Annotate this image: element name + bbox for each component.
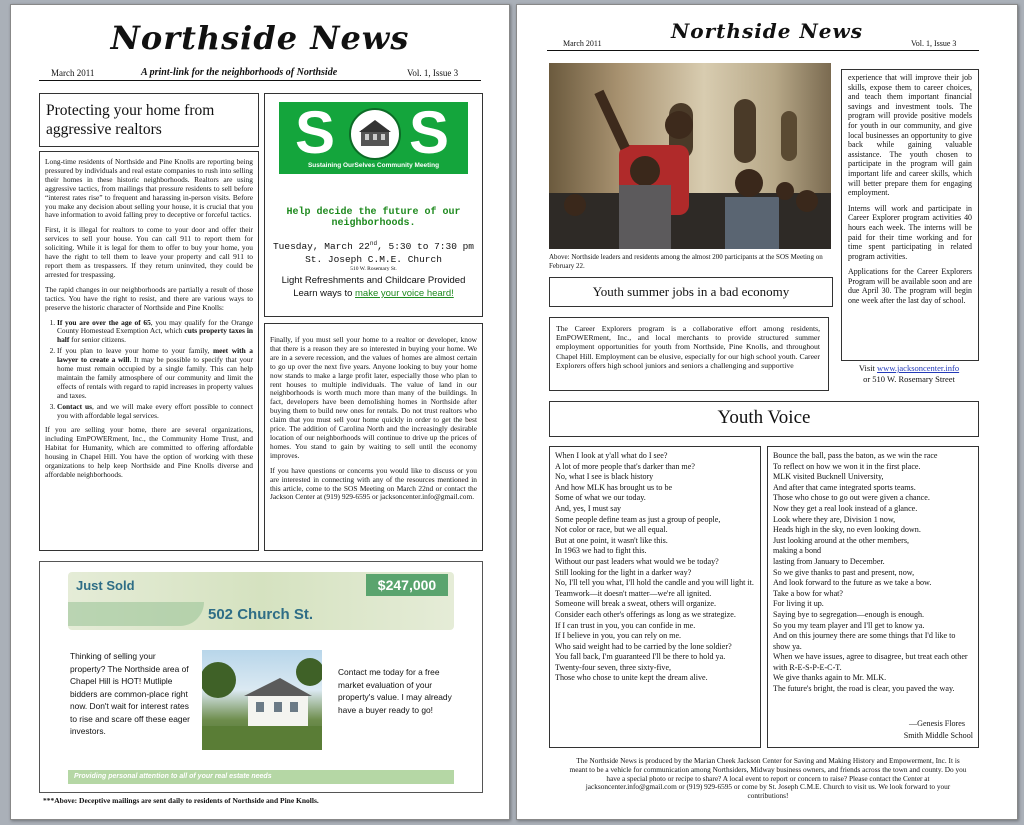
sidebar-paragraph: experience that will improve their job skills, expose them to career choices, and teach them important financial savings and investment tools. The program will provide positive models for youth in our community, and give local businesses an opportunity to give back while gaining valuable assistance. The youth chosen to participate in the program will gain important life and career skills, which will better prepare them for engaging employment.	[848, 73, 972, 198]
article-headline-box	[39, 93, 259, 147]
sos-logo-building-icon	[349, 108, 401, 160]
article-paragraph: Finally, if you must sell your home to a realtor or developer, know that there is a reason they are so interested in buying your home. We are in a severe recession, and the values of homes are almost certain to go up over the next five years. Anyone looking to buy your home now stands to make a large profit later, especially those who plan to rent houses to multiple individuals. The value of land in our neighborhoods is worth much more than many of the buildings. In fact, developers have been demolishing homes in Northside after buying them to build new ones for rentals. Do not trust realtors who claim that you must sell your home quickly in order to get the best price. The addition of Carolina North and the increasingly desirable location of our neighborhoods will continue to drive up the prices of homes. You stand to gain by waiting to sell until the economy improves.	[270, 335, 477, 460]
article-paragraph: Long-time residents of Northside and Pine Knolls are reporting being pressured by individuals and real estate companies to rush into selling their homes in these historic neighborhoods. Realtors are using aggressive tactics, from mailings that pressure residents to sell before “interest rates rise” to frequent and harassing in-person visits. Before you make any decision about selling your house, it is crucial that you have information to avoid falling prey to deceptive or forceful tactics.	[45, 157, 253, 220]
ad-wave-shape	[68, 602, 204, 626]
poem-author: —Genesis Flores	[909, 719, 965, 728]
poem-left-column	[549, 446, 761, 748]
ad-footer-bar: Providing personal attention to all of your real estate needs	[68, 770, 454, 784]
ad-address: 502 Church St.	[208, 606, 314, 623]
visit-line: Visit www.jacksoncenter.info	[858, 363, 960, 373]
sos-date: Tuesday, March 22nd, 5:30 to 7:30 pm	[272, 240, 475, 253]
sos-logo-s-right: S	[409, 99, 450, 166]
ad-right-text: Contact me today for a free market evaluation of your property's value. I may already have a buyer ready to go!	[338, 667, 452, 715]
ad-caption: ***Above: Deceptive mailings are sent daily to residents of Northside and Pine Knolls.	[43, 796, 319, 805]
photo-caption: Above: Northside leaders and residents among the almost 200 participants at the SOS Meeting on February 22.	[549, 253, 823, 270]
sos-meeting-flyer	[264, 93, 483, 317]
page-footer: The Northside News is produced by the Marian Cheek Jackson Center for Saving and Making History and Empowerment, Inc. It is meant to be a vehicle for communication among Northsiders, Midway business owners, and friends across the town and county. Do you have a special photo or recipe to share? A local event to report or concern to raise? Please contact the Center at jacksoncenter.info@gmail.com or (919) 929-6595 or come by St. Joseph C.M.E. Church to visit us. We look forward to your contributions!	[569, 756, 967, 801]
website-link[interactable]: www.jacksoncenter.info	[877, 363, 960, 373]
resistance-list	[45, 319, 253, 421]
sos-logo-s-left: S	[295, 99, 336, 166]
ad-left-text: Thinking of selling your property? The Northside area of Chapel Hill is HOT! Mutliple bidders are common-place right now. Don't wait for interest rates to rise and scare off these eager investors.	[70, 651, 190, 736]
sos-logo	[279, 99, 468, 174]
list-item: 2. If you plan to leave your home to your family, meet with a lawyer to create a will. It may be possible to specify that your home must remain occupied by a single family. This can help maintain the family atmosphere of our community and limit the effects of rentals with regard to rapid increases in property values and taxes.	[57, 347, 253, 400]
ad-price: $247,000	[366, 574, 448, 596]
voice-link[interactable]: make your voice heard!	[355, 288, 454, 299]
sos-logo-subtitle: Sustaining OurSelves Community Meeting	[307, 162, 440, 169]
article-paragraph: If you are selling your home, there are several organizations, including EmPOWERment, Inc., the Community Home Trust, and Habitat for Humanity, which are committed to offering affordable housing in Chapel Hill. You have the option of working with these organizations to help keep Northside and Pine Knolls diverse and affordable neighborhoods.	[45, 425, 253, 479]
jobs-headline: Youth summer jobs in a bad economy	[592, 284, 790, 299]
deceptive-mailing-ad	[39, 561, 483, 793]
masthead-rule	[39, 80, 481, 81]
article-paragraph: The rapid changes in our neighborhoods are partially a result of those tactics. You have the right to resist, and there are various ways to preserve the historic character of Northside and Pine Knolls:	[45, 284, 253, 312]
visit-address: or 510 W. Rosemary Street	[863, 374, 955, 384]
list-item: 3. Contact us, and we will make every effort possible to connect you with affordable legal services.	[57, 403, 253, 421]
sos-refreshments: Light Refreshments and Childcare Provided	[281, 275, 466, 286]
masthead-tagline: A print-link for the neighborhoods of Northside	[141, 67, 338, 78]
sos-address: 510 W. Rosemary St.	[350, 266, 397, 272]
masthead-date: March 2011	[51, 68, 95, 78]
masthead-issue: Vol. 1, Issue 3	[911, 39, 957, 48]
sos-learn: Learn ways to make your voice heard!	[293, 288, 454, 299]
masthead-title: Northside News	[110, 19, 410, 57]
youth-voice-headline: Youth Voice	[717, 407, 811, 428]
poem-right-column	[767, 446, 979, 748]
ad-house-photo	[202, 650, 322, 750]
poem-school: Smith Middle School	[903, 731, 973, 740]
jobs-headline-box	[549, 277, 833, 307]
meeting-photo	[549, 63, 831, 249]
list-item: 1. If you are over the age of 65, you may qualify for the Orange County Homestead Exemption Act, which cuts property taxes in half for senior citizens.	[57, 319, 253, 346]
jobs-body: The Career Explorers program is a collaborative effort among residents, EmPOWERment, Inc., and local merchants to provide structured summer employment opportunities for youth from Northside, Pine Knolls, and throughout Chapel Hill. Employment can be elusive, especially for our high school youth. Career Explorers offers high school juniors and seniors a challenging and supportive	[556, 324, 820, 370]
poem-right: Bounce the ball, pass the baton, as we win the race To reflect on how we won it in the first place. MLK visited Bucknell University, And after that came integrated sports teams. Those who chose to go out were given a chance. Now they get a real look instead of a glance. Look where they are, Division 1 now, Heads high in the sky, no even looking down. Just looking around at the other members, making a bond lasting from January to December. So we give thanks to past and present, now, And look forward to the future as we take a bow. Take a bow for what? For living it up. Saying bye to segregation—enough is enough. So you my team player and I'll get to know ya. And on this journey there are some things that I'd like to show ya. When we have issues, agree to disagree, but treat each other with R-E-S-P-E-C-T. We give thanks again to Mr. MLK. The future's bright, the road is clear, you paved the way.	[773, 451, 968, 694]
masthead-date: March 2011	[563, 39, 602, 48]
jobs-article	[549, 317, 829, 391]
masthead-rule	[547, 50, 979, 51]
sidebar-paragraph: Applications for the Career Explorers Program will be available soon and are due April 30. The program will begin one week after the last day of school.	[848, 267, 972, 306]
masthead-issue: Vol. 1, Issue 3	[407, 68, 459, 78]
sos-tagline: Help decide the future of our neighborhoods.	[286, 207, 461, 229]
page-right	[516, 4, 1018, 820]
article-column-1	[39, 151, 259, 551]
article-paragraph: If you have questions or concerns you would like to discuss or you are interested in connecting with any of the resources mentioned in this article, come to the SOS Meeting on March 22nd or contact the Jackson Center at (919) 929-6595 or jacksoncenter.info@gmail.com.	[270, 465, 477, 502]
article-headline: Protecting your home from aggressive realtors	[46, 102, 215, 138]
masthead-title: Northside News	[671, 19, 863, 43]
youth-voice-headline-box	[549, 401, 979, 437]
ad-header	[68, 572, 454, 630]
ad-just-sold: Just Sold	[76, 578, 135, 593]
sos-venue: St. Joseph C.M.E. Church	[305, 254, 442, 265]
sidebar-paragraph: Interns will work and participate in Career Explorer program activities 40 hours each week. The interns will be paid for their time working and for time spent participating in related program activities.	[848, 203, 972, 261]
poem-left: When I look at y'all what do I see? A lot of more people that's darker than me? No, what I see is black history And how MLK has brought us to be Some of what we our today. And, yes, I must say Some people define team as just a group of people, Not color or race, but we all equal. But at one point, it wasn't like this. In 1963 we had to fight this. Without our past leaders what would we be today? Still looking for the light in a darker way? No, I'll tell you what, I'll hold the candle and you will light it. Teamwork—it doesn't matter—we're all ignited. Someone will break a sweat, others will organize. Consider each other's offerings as long as we strategize. If I can trust in you, you can confide in me. If I believe in you, you can rely on me. Who said weight had to be carried by the lone soldier? You fall back, I'm guaranteed I'll be there to hold ya. Twenty-four seven, three sixty-five, Those who chose to unite kept the dream alive.	[555, 451, 754, 683]
page-left	[10, 4, 510, 820]
career-sidebar	[841, 69, 979, 361]
article-paragraph: First, it is illegal for realtors to come to your door and offer their services to sell your house. You can call 911 to report them for soliciting. While it is legal for them to offer to buy your home, you have the right to tell them to leave your property and call 911 to report them as trespassers. If they return uninvited, they could be arrested for trespassing.	[45, 225, 253, 279]
article-column-2	[264, 323, 483, 551]
